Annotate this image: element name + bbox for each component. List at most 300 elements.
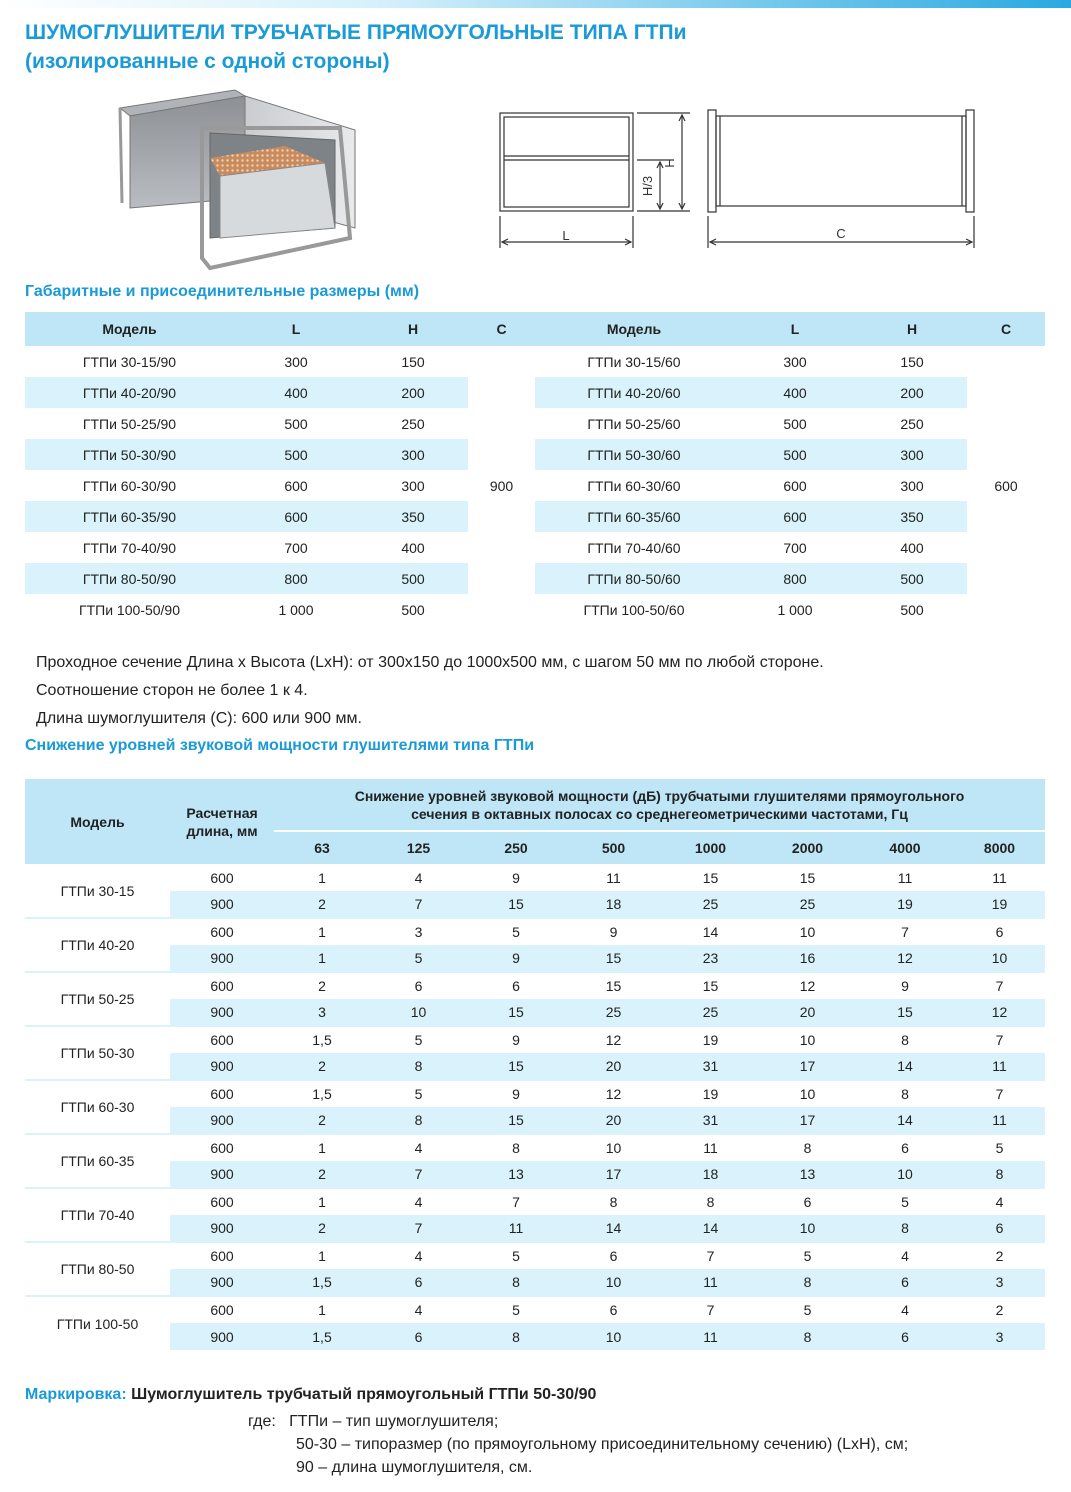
table-row	[25, 1296, 1045, 1323]
cell-value: 4	[370, 1188, 467, 1215]
table-row	[25, 918, 1045, 945]
cell-value: 20	[565, 1107, 662, 1134]
table-row	[25, 1269, 1045, 1296]
cell-L: 300	[284, 353, 308, 370]
cell-value: 5	[370, 945, 467, 972]
table-row	[25, 1107, 1045, 1134]
cell-value: 2	[274, 1053, 370, 1080]
marking	[25, 1384, 596, 1406]
col-freq: 8000	[954, 831, 1045, 864]
cell-length: 600	[210, 869, 234, 886]
cell-value: 11	[662, 1134, 759, 1161]
cell-value: 5	[759, 1242, 856, 1269]
cell-H: 350	[358, 501, 468, 532]
cell-value: 8	[662, 1188, 759, 1215]
cell-value: 11	[992, 869, 1007, 886]
product-photo	[110, 88, 360, 273]
cell-length: 600	[170, 918, 274, 945]
note-section: Проходное сечение Длина х Высота (LxH): от 300х150 до 1000х500 мм, с шагом 50 мм по любой стороне.	[36, 654, 824, 671]
cell-model: ГТПи 100-50/60	[583, 601, 685, 618]
title-line-1: ШУМОГЛУШИТЕЛИ ТРУБЧАТЫЕ ПРЯМОУГОЛЬНЫЕ ТИПА ГТПи	[25, 21, 687, 44]
cell-L: 500	[733, 439, 857, 470]
cell-value: 6	[856, 1323, 954, 1350]
cell-L: 1 000	[777, 601, 813, 618]
cell-value: 3	[370, 918, 467, 945]
reduction-header-line-2: сечения в октавных полосах со среднегеометрическими частотами, Гц	[411, 805, 908, 822]
table-row	[25, 594, 1045, 625]
marking-where: где:	[248, 1413, 276, 1430]
cell-value: 10	[565, 1323, 662, 1350]
cell-length: 600	[170, 972, 274, 999]
cell-value: 2	[274, 972, 370, 999]
cell-L: 400	[733, 377, 857, 408]
cell-value: 17	[759, 1053, 856, 1080]
cell-L: 600	[284, 477, 308, 494]
cell-value: 19	[662, 1080, 759, 1107]
cell-value: 8	[954, 1161, 1045, 1188]
cell-value: 12	[759, 972, 856, 999]
cell-value: 9	[467, 1026, 565, 1053]
table-row	[25, 470, 1045, 501]
cell-value: 15	[565, 972, 662, 999]
cell-value: 5	[467, 1242, 565, 1269]
cell-value: 18	[662, 1161, 759, 1188]
table-row	[25, 1242, 1045, 1269]
note-length: Длина шумоглушителя (С): 600 или 900 мм.	[36, 710, 362, 727]
cell-value: 2	[954, 1242, 1045, 1269]
cell-value: 11	[606, 869, 621, 886]
cell-L: 500	[234, 439, 358, 470]
cell-H: 150	[900, 353, 924, 370]
cell-value: 12	[856, 945, 954, 972]
cell-value: 8	[467, 1323, 565, 1350]
cell-length: 600	[170, 1026, 274, 1053]
cell-value: 8	[759, 1269, 856, 1296]
cell-length: 900	[170, 1053, 274, 1080]
cell-H: 300	[900, 477, 924, 494]
reduction-header-line-1: Снижение уровней звуковой мощности (дБ) трубчатыми глушителями прямоугольного	[354, 787, 965, 804]
cell-length: 900	[170, 1269, 274, 1296]
cell-H: 250	[900, 415, 924, 432]
cell-value: 7	[856, 918, 954, 945]
cell-value: 14	[856, 1053, 954, 1080]
cell-value: 15	[702, 869, 719, 886]
cell-model: ГТПи 30-15/60	[587, 353, 681, 370]
table-row	[25, 439, 1045, 470]
cell-value: 6	[370, 1269, 467, 1296]
noise-reduction-table	[25, 779, 1045, 1350]
cell-value: 6	[565, 1242, 662, 1269]
cell-value: 7	[662, 1242, 759, 1269]
noise-section-title: Снижение уровней звуковой мощности глушителями типа ГТПи	[25, 737, 535, 754]
cell-value: 6	[954, 918, 1045, 945]
cell-value: 10	[565, 1134, 662, 1161]
cell-length: 600	[170, 1188, 274, 1215]
cell-value: 1	[274, 1242, 370, 1269]
dims-section-title: Габаритные и присоединительные размеры (мм)	[25, 283, 420, 300]
col-L-2: L	[733, 312, 857, 346]
table-row	[25, 501, 1045, 532]
top-accent-bar	[0, 0, 1071, 8]
cell-value: 1	[274, 918, 370, 945]
cell-value: 8	[856, 1215, 954, 1242]
cell-H: 400	[900, 539, 924, 556]
cell-length: 900	[170, 1107, 274, 1134]
cell-model: ГТПи 50-25	[25, 972, 170, 1026]
cell-value: 14	[856, 1107, 954, 1134]
cell-value: 4	[954, 1188, 1045, 1215]
cell-H: 150	[401, 353, 425, 370]
dim-L-label: L	[562, 228, 570, 243]
cell-value: 1	[274, 1188, 370, 1215]
cell-model: ГТПи 60-30	[25, 1080, 170, 1134]
cell-model: ГТПи 60-30/90	[82, 477, 177, 494]
cell-value: 16	[759, 945, 856, 972]
cell-length: 600	[170, 1296, 274, 1323]
cell-value: 9	[512, 869, 520, 886]
table-row	[25, 532, 1045, 563]
cell-L: 300	[783, 353, 807, 370]
cell-value: 5	[856, 1188, 954, 1215]
table-row	[25, 1188, 1045, 1215]
cell-value: 5	[759, 1296, 856, 1323]
cell-model: ГТПи 60-35/60	[535, 501, 733, 532]
table-row	[25, 1026, 1045, 1053]
cell-model: ГТПи 60-35/90	[25, 501, 234, 532]
cell-value: 10	[370, 999, 467, 1026]
cell-L: 400	[234, 377, 358, 408]
cell-value: 13	[759, 1161, 856, 1188]
cell-value: 8	[370, 1053, 467, 1080]
cell-length: 900	[170, 891, 274, 918]
cell-value: 11	[954, 1107, 1045, 1134]
cell-value: 15	[467, 891, 565, 918]
cell-value: 15	[662, 972, 759, 999]
cell-value: 9	[565, 918, 662, 945]
cell-value: 8	[565, 1188, 662, 1215]
cell-value: 4	[856, 1296, 954, 1323]
table-row	[25, 972, 1045, 999]
cell-value: 19	[856, 891, 954, 918]
cell-value: 4	[370, 1296, 467, 1323]
cell-value: 31	[662, 1053, 759, 1080]
cell-value: 9	[856, 972, 954, 999]
cell-model: ГТПи 50-30/90	[25, 439, 234, 470]
cell-value: 12	[565, 1080, 662, 1107]
table-row	[25, 1080, 1045, 1107]
note-ratio: Соотношение сторон не более 1 к 4.	[36, 682, 308, 699]
table-row	[25, 377, 1045, 408]
cell-value: 10	[759, 1026, 856, 1053]
cell-value: 7	[370, 891, 467, 918]
cell-model: ГТПи 50-30	[25, 1026, 170, 1080]
cell-value: 10	[856, 1161, 954, 1188]
table-row	[25, 1215, 1045, 1242]
cell-model: ГТПи 50-25/60	[587, 415, 681, 432]
marking-line-length: 90 – длина шумоглушителя, см.	[296, 1459, 533, 1476]
dim-H-label: H	[662, 158, 677, 168]
cell-value: 8	[759, 1323, 856, 1350]
cell-value: 6	[856, 1134, 954, 1161]
cell-value: 6	[565, 1296, 662, 1323]
cell-C: 600	[967, 346, 1045, 625]
cell-value: 6	[856, 1269, 954, 1296]
cell-C: 900	[468, 346, 535, 625]
page-title	[25, 18, 687, 76]
table-row	[25, 1053, 1045, 1080]
cell-value: 25	[759, 891, 856, 918]
cell-value: 8	[467, 1269, 565, 1296]
cell-length: 900	[170, 1161, 274, 1188]
cell-value: 15	[467, 1107, 565, 1134]
table-row	[25, 1161, 1045, 1188]
cell-model: ГТПи 60-30/60	[587, 477, 681, 494]
cell-value: 7	[954, 1026, 1045, 1053]
cell-value: 2	[274, 891, 370, 918]
cell-L: 500	[284, 415, 308, 432]
cell-value: 2	[274, 1215, 370, 1242]
cell-H: 500	[358, 563, 468, 594]
cell-L: 700	[783, 539, 807, 556]
cell-L: 600	[733, 501, 857, 532]
cell-value: 10	[759, 918, 856, 945]
cell-value: 1,5	[274, 1080, 370, 1107]
cell-H: 400	[401, 539, 425, 556]
cell-value: 17	[565, 1161, 662, 1188]
cell-model: ГТПи 30-15	[25, 864, 170, 918]
marking-label: Маркировка:	[25, 1386, 127, 1403]
cell-model: ГТПи 40-20	[25, 918, 170, 972]
cell-H: 500	[857, 563, 967, 594]
front-view-drawing	[490, 108, 695, 253]
cell-L: 800	[733, 563, 857, 594]
marking-line-type: ГТПи – тип шумоглушителя;	[289, 1413, 499, 1430]
cell-value: 1,5	[274, 1269, 370, 1296]
cell-value: 1	[274, 945, 370, 972]
cell-value: 3	[274, 999, 370, 1026]
table-row	[25, 945, 1045, 972]
cell-value: 11	[954, 1053, 1045, 1080]
col-freq: 250	[467, 831, 565, 864]
cell-value: 4	[414, 869, 423, 886]
cell-H: 300	[401, 477, 425, 494]
col-freq: 63	[274, 831, 370, 864]
cell-H: 250	[401, 415, 425, 432]
cell-value: 9	[467, 945, 565, 972]
cell-value: 7	[954, 972, 1045, 999]
col-C: C	[468, 312, 535, 346]
col-model: Модель	[25, 312, 234, 346]
cell-L: 500	[783, 415, 807, 432]
col-freq: 4000	[856, 831, 954, 864]
cell-value: 3	[954, 1323, 1045, 1350]
cell-value: 6	[954, 1215, 1045, 1242]
table-row	[25, 408, 1045, 439]
cell-value: 5	[467, 918, 565, 945]
col-C-2: C	[967, 312, 1045, 346]
cell-H: 500	[900, 601, 924, 618]
cell-value: 2	[274, 1161, 370, 1188]
cell-value: 10	[954, 945, 1045, 972]
cell-value: 11	[662, 1323, 759, 1350]
cell-value: 6	[370, 972, 467, 999]
cell-value: 8	[370, 1107, 467, 1134]
cell-H: 200	[857, 377, 967, 408]
cell-value: 5	[370, 1026, 467, 1053]
cell-value: 4	[856, 1242, 954, 1269]
cell-H: 200	[358, 377, 468, 408]
col-H-2: H	[857, 312, 967, 346]
table-row	[25, 1323, 1045, 1350]
marking-example: Шумоглушитель трубчатый прямоугольный ГТПи 50-30/90	[131, 1386, 597, 1403]
table-row	[25, 1134, 1045, 1161]
table-row	[25, 563, 1045, 594]
col-freq: 1000	[662, 831, 759, 864]
cell-value: 7	[370, 1161, 467, 1188]
cell-value: 1,5	[274, 1026, 370, 1053]
cell-value: 14	[662, 918, 759, 945]
table-row	[25, 346, 1045, 377]
cell-value: 11	[897, 869, 913, 886]
cell-value: 15	[467, 999, 565, 1026]
cell-value: 1	[274, 1134, 370, 1161]
col-reduction	[274, 779, 1045, 831]
col-H: H	[358, 312, 468, 346]
cell-value: 15	[565, 945, 662, 972]
cell-value: 10	[565, 1269, 662, 1296]
cell-value: 1	[274, 1296, 370, 1323]
col-model: Модель	[25, 779, 170, 864]
cell-length: 600	[170, 1134, 274, 1161]
cell-value: 7	[662, 1296, 759, 1323]
cell-model: ГТПи 100-50	[25, 1296, 170, 1350]
cell-model: ГТПи 80-50/90	[25, 563, 234, 594]
cell-value: 25	[565, 999, 662, 1026]
cell-value: 7	[954, 1080, 1045, 1107]
cell-value: 14	[662, 1215, 759, 1242]
cell-L: 700	[284, 539, 308, 556]
cell-value: 3	[954, 1269, 1045, 1296]
notes	[36, 649, 824, 733]
col-freq: 125	[370, 831, 467, 864]
cell-value: 11	[662, 1269, 759, 1296]
cell-value: 4	[370, 1134, 467, 1161]
cell-value: 2	[954, 1296, 1045, 1323]
cell-value: 31	[662, 1107, 759, 1134]
dimensions-table	[25, 312, 1045, 625]
cell-value: 15	[799, 869, 816, 886]
marking-legend	[248, 1410, 908, 1479]
cell-model: ГТПи 70-40	[25, 1188, 170, 1242]
title-line-2: (изолированные с одной стороны)	[25, 50, 390, 73]
dim-H3-label: H/3	[640, 175, 655, 197]
cell-H: 300	[358, 439, 468, 470]
cell-value: 6	[759, 1188, 856, 1215]
cell-value: 23	[662, 945, 759, 972]
cell-value: 19	[954, 891, 1045, 918]
table-row	[25, 891, 1045, 918]
cell-value: 17	[759, 1107, 856, 1134]
cell-model: ГТПи 60-35	[25, 1134, 170, 1188]
cell-value: 1	[318, 869, 326, 886]
cell-value: 8	[856, 1080, 954, 1107]
col-freq: 2000	[759, 831, 856, 864]
cell-H: 350	[857, 501, 967, 532]
cell-value: 2	[274, 1107, 370, 1134]
col-L: L	[234, 312, 358, 346]
cell-length: 900	[170, 945, 274, 972]
cell-value: 13	[467, 1161, 565, 1188]
cell-value: 5	[467, 1296, 565, 1323]
cell-value: 5	[954, 1134, 1045, 1161]
cell-L: 800	[234, 563, 358, 594]
cell-value: 5	[370, 1080, 467, 1107]
cell-value: 10	[759, 1215, 856, 1242]
cell-model: ГТПи 80-50/60	[535, 563, 733, 594]
cell-value: 12	[565, 1026, 662, 1053]
side-view-drawing	[700, 108, 980, 253]
cell-value: 15	[856, 999, 954, 1026]
cell-H: 500	[401, 601, 425, 618]
cell-model: ГТПи 100-50/90	[79, 601, 180, 618]
cell-length: 600	[170, 1080, 274, 1107]
cell-value: 8	[759, 1134, 856, 1161]
cell-value: 20	[565, 1053, 662, 1080]
cell-value: 25	[662, 891, 759, 918]
cell-model: ГТПи 80-50	[25, 1242, 170, 1296]
cell-value: 10	[759, 1080, 856, 1107]
cell-value: 11	[467, 1215, 565, 1242]
cell-value: 14	[565, 1215, 662, 1242]
cell-length: 900	[170, 1323, 274, 1350]
col-freq: 500	[565, 831, 662, 864]
cell-model: ГТПи 70-40/60	[587, 539, 681, 556]
cell-value: 7	[467, 1188, 565, 1215]
cell-model: ГТПи 30-15/90	[82, 353, 177, 370]
cell-value: 9	[467, 1080, 565, 1107]
col-length: Расчетная длина, мм	[170, 779, 274, 864]
cell-L: 600	[783, 477, 807, 494]
cell-model: ГТПи 40-20/90	[25, 377, 234, 408]
cell-value: 25	[662, 999, 759, 1026]
cell-value: 8	[467, 1134, 565, 1161]
cell-value: 15	[467, 1053, 565, 1080]
marking-line-size: 50-30 – типоразмер (по прямоугольному присоединительному сечению) (LxH), см;	[296, 1436, 909, 1453]
cell-value: 20	[759, 999, 856, 1026]
cell-value: 12	[954, 999, 1045, 1026]
cell-length: 600	[170, 1242, 274, 1269]
dim-C-label: C	[836, 226, 846, 241]
cell-value: 7	[370, 1215, 467, 1242]
cell-model: ГТПи 50-25/90	[82, 415, 177, 432]
cell-value: 6	[467, 972, 565, 999]
cell-value: 4	[370, 1242, 467, 1269]
cell-L: 600	[234, 501, 358, 532]
cell-value: 18	[565, 891, 662, 918]
cell-L: 1 000	[278, 601, 314, 618]
cell-value: 19	[662, 1026, 759, 1053]
col-model-2: Модель	[535, 312, 733, 346]
cell-model: ГТПи 50-30/60	[535, 439, 733, 470]
cell-model: ГТПи 40-20/60	[535, 377, 733, 408]
cell-value: 6	[370, 1323, 467, 1350]
cell-value: 1,5	[274, 1323, 370, 1350]
cell-length: 900	[170, 1215, 274, 1242]
cell-H: 300	[857, 439, 967, 470]
cell-length: 900	[170, 999, 274, 1026]
cell-value: 8	[856, 1026, 954, 1053]
table-row	[25, 999, 1045, 1026]
